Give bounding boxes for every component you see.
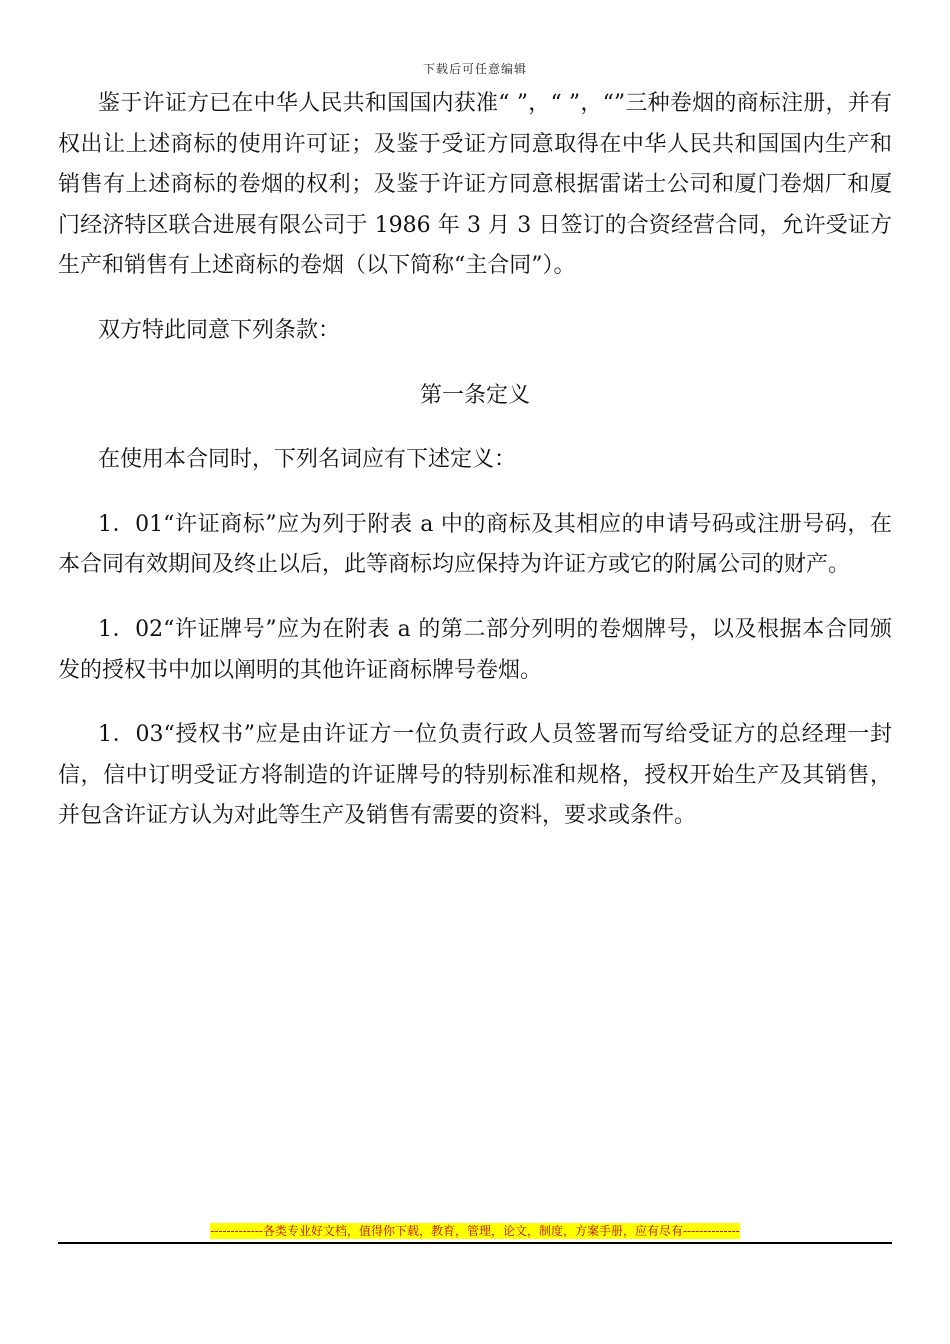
paragraph-gap (58, 586, 892, 610)
article-title: 第一条定义 (419, 382, 530, 408)
paragraph-gap (58, 352, 892, 376)
footer-banner (0, 1223, 950, 1239)
preamble-paragraph: 鉴于许证方已在中华人民共和国国内获准“ ”，“ ”，“”三种卷烟的商标注册，并有权出让上述商标的使用许可证；及鉴于受证方同意取得在中华人民共和国国内生产和销售有上述商标的卷烟的权利；及鉴于许证方同意根据雷诺士公司和厦门卷烟厂和厦门经济特区联合进展有限公司于 1986 年 3 月 3 日签订的合资经营合同，允许受证方生产和销售有上述商标的卷烟（以下简称“主合同”）。 (58, 91, 892, 279)
page-header: 下载后可任意编辑 (422, 62, 527, 76)
footer-divider (58, 1242, 892, 1244)
clause-1-02: 1．02“许证牌号”应为在附表 a 的第二部分列明的卷烟牌号，以及根据本合同颁发的授权书中加以阐明的其他许证商标牌号卷烟。 (58, 616, 892, 683)
footer-banner-text: -------------各类专业好文档，值得你下载，教育，管理，论文，制度，方案手册，应有尽有-------------- (210, 1224, 740, 1238)
paragraph-gap (58, 416, 892, 440)
definitions-intro: 在使用本合同时，下列名词应有下述定义： (98, 447, 517, 473)
clause-1-03: 1．03“授权书”应是由许证方一位负责行政人员签署而写给受证方的总经理一封信，信中订明受证方将制造的许证牌号的特别标准和规格，授权开始生产及其销售，并包含许证方认为对此等生产及销售有需要的资料，要求或条件。 (58, 722, 892, 829)
paragraph-gap (58, 481, 892, 505)
clause-1-01: 1．01“许证商标”应为列于附表 a 中的商标及其相应的申请号码或注册号码，在本合同有效期间及终止以后，此等商标均应保持为许证方或它的附属公司的财产。 (58, 511, 892, 578)
agreement-intro: 双方特此同意下列条款： (98, 317, 341, 343)
document-body (58, 84, 892, 837)
paragraph-gap (58, 287, 892, 311)
paragraph-gap (58, 691, 892, 715)
